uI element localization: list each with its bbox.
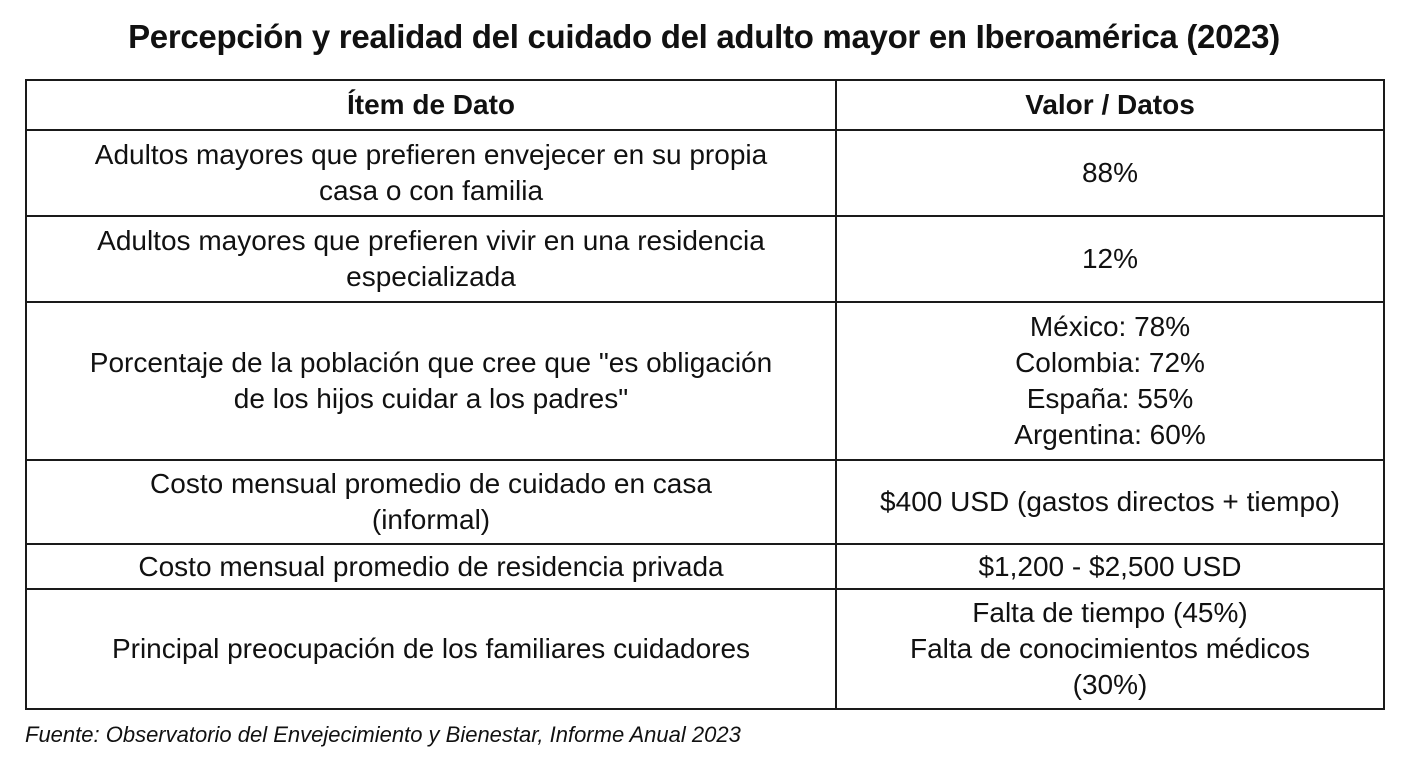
value-cell <box>836 130 1384 216</box>
value-cell <box>836 460 1384 544</box>
data-table <box>25 79 1385 710</box>
table-header-row <box>26 80 1384 130</box>
item-text-line: Costo mensual promedio de cuidado en casa <box>150 468 712 499</box>
table-row <box>26 589 1384 709</box>
value-text-line: Colombia: 72% <box>1015 347 1205 378</box>
item-text-line: especializada <box>346 261 516 292</box>
page-title: Percepción y realidad del cuidado del adulto mayor en Iberoamérica (2023) <box>128 18 1280 55</box>
value-text-line: México: 78% <box>1029 311 1191 342</box>
value-cell <box>836 216 1384 302</box>
value-cell <box>836 544 1384 589</box>
value-cell <box>836 589 1384 709</box>
item-text-line: Costo mensual promedio de residencia privada <box>138 550 724 582</box>
value-text-line: Falta de conocimientos médicos <box>910 633 1310 664</box>
value-text-line: 12% <box>1081 243 1139 274</box>
item-cell <box>26 544 836 589</box>
item-text-line: Adultos mayores que prefieren envejecer en su propia <box>94 139 768 170</box>
item-cell <box>26 589 836 709</box>
column-header-item: Ítem de Dato <box>26 80 836 130</box>
table-row <box>26 302 1384 460</box>
item-text-line: Adultos mayores que prefieren vivir en una residencia <box>97 225 765 256</box>
item-text-line: de los hijos cuidar a los padres" <box>233 383 629 414</box>
value-text-line: (30%) <box>1072 669 1148 700</box>
table-row <box>26 460 1384 544</box>
item-cell <box>26 130 836 216</box>
value-cell <box>836 302 1384 460</box>
value-text-line: Argentina: 60% <box>1014 419 1206 450</box>
value-text-line: España: 55% <box>1026 383 1194 414</box>
item-text-line: casa o con familia <box>318 175 544 206</box>
source-note: Fuente: Observatorio del Envejecimiento y Bienestar, Informe Anual 2023 <box>25 722 741 747</box>
value-text-line: $1,200 - $2,500 USD <box>978 550 1242 582</box>
item-text-line: (informal) <box>371 504 491 535</box>
item-cell <box>26 460 836 544</box>
value-text-line: Falta de tiempo (45%) <box>972 597 1248 628</box>
item-text-line: Porcentaje de la población que cree que "es obligación <box>89 347 773 378</box>
table-row <box>26 216 1384 302</box>
item-cell <box>26 302 836 460</box>
value-text-line: $400 USD (gastos directos + tiempo) <box>880 486 1340 517</box>
item-cell <box>26 216 836 302</box>
table-row <box>26 544 1384 589</box>
item-text-line: Principal preocupación de los familiares cuidadores <box>111 633 751 664</box>
column-header-value: Valor / Datos <box>836 80 1384 130</box>
value-text-line: 88% <box>1081 157 1139 188</box>
table-row <box>26 130 1384 216</box>
